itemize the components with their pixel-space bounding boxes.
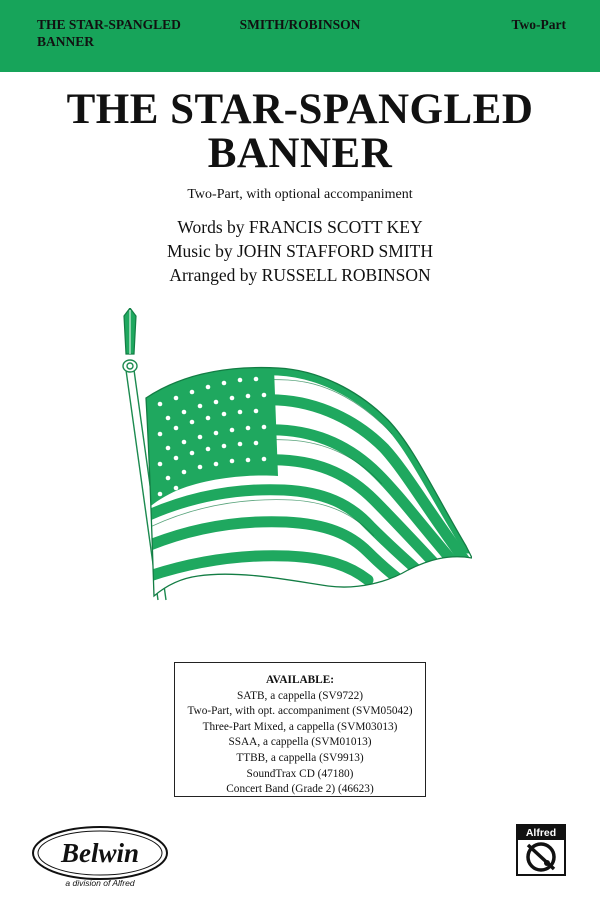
available-heading: AVAILABLE: [265,674,335,686]
credit-words: Words by FRANCIS SCOTT KEY [177,217,423,237]
header-composers: SMITH/ROBINSON [239,17,361,32]
american-flag-icon [88,308,472,608]
alfred-mark-icon [522,841,560,873]
available-item: Two-Part, with opt. accompaniment (SVM05042) [187,705,413,718]
available-item: SSAA, a cappella (SVM01013) [228,736,372,749]
header-voicing: Two-Part [511,17,566,32]
header-title-line2: BANNER [37,34,95,49]
header-bar [0,0,600,72]
available-item: SoundTrax CD (47180) [246,767,354,780]
alfred-logo-icon [516,824,566,876]
available-item: TTBB, a cappella (SV9913) [236,751,364,764]
available-item: Three-Part Mixed, a cappella (SVM03013) [202,720,398,733]
imprint-tagline: a division of Alfred [65,878,135,888]
credit-arranged: Arranged by RUSSELL ROBINSON [169,265,431,285]
belwin-logo-icon [30,822,170,888]
subtitle: Two-Part, with optional accompaniment [187,187,413,202]
header-title-line1: THE STAR-SPANGLED [37,17,181,32]
available-item: Concert Band (Grade 2) (46623) [226,783,374,796]
available-editions-box [174,662,426,797]
available-item: SATB, a cappella (SV9722) [236,689,364,702]
page-title [0,88,600,176]
page-title-line2: BANNER [207,130,393,177]
credits [0,215,600,287]
publisher-name: Alfred [518,826,564,840]
imprint-name: Belwin [60,838,140,868]
credit-music: Music by JOHN STAFFORD SMITH [167,241,433,261]
page-title-line1: THE STAR-SPANGLED [66,86,534,133]
